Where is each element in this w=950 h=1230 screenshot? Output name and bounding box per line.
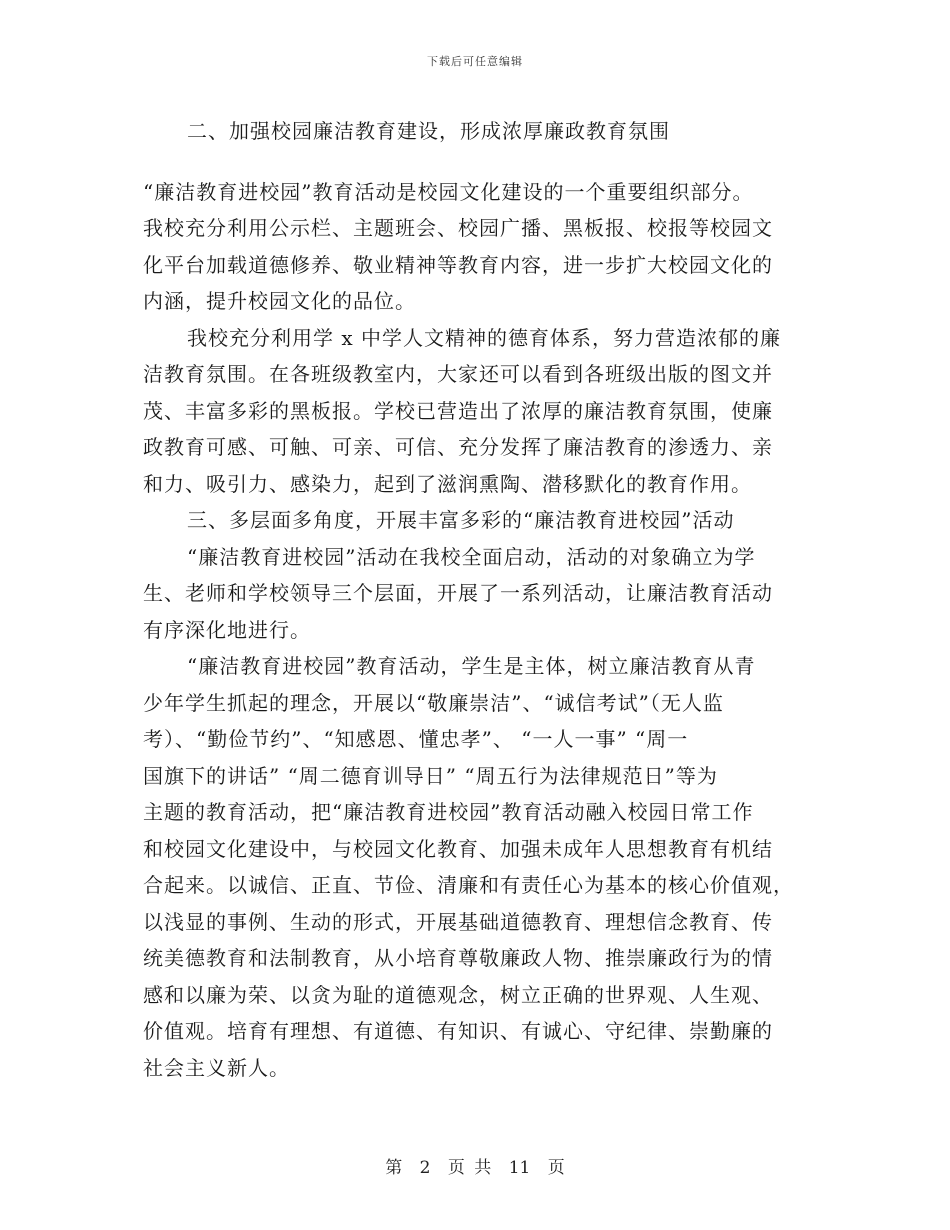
text-line: 茂、丰富多彩的黑板报。学校已营造出了浓厚的廉洁教育氛围，使廉	[143, 398, 773, 423]
text-line: 政教育可感、可触、可亲、可信、充分发挥了廉洁教育的渗透力、亲	[143, 435, 773, 459]
page-footer	[0, 1153, 950, 1178]
text-line: “廉洁教育进校园”教育活动，学生是主体，树立廉洁教育从青	[187, 654, 756, 678]
text-line: 和校园文化建设中，与校园文化教育、加强未成年人思想教育有机结	[143, 836, 773, 861]
section-heading-2: 二、加强校园廉洁教育建设，形成浓厚廉政教育氛围	[187, 119, 670, 143]
text-line: 感和以廉为荣、以贪为耻的道德观念，树立正确的世界观、人生观、	[143, 982, 773, 1007]
footer-prefix: 第	[385, 1158, 403, 1178]
text-line: 国旗下的讲话” “周二德育训导日” “周五行为法律规范日”等为	[143, 763, 718, 788]
text-line: 以浅显的事例、生动的形式，开展基础道德教育、理想信念教育、传	[143, 909, 773, 934]
text-line: 我校充分利用公示栏、主题班会、校园广播、黑板报、校报等校园文	[143, 216, 773, 240]
text-line: 内涵，提升校园文化的品位。	[143, 289, 416, 313]
text-line: 统美德教育和法制教育，从小培育尊敬廉政人物、推崇廉政行为的情	[143, 946, 773, 970]
text-line: 少年学生抓起的理念，开展以“敬廉崇洁”、“诚信考试”（无人监	[143, 690, 724, 715]
footer-suffix: 页	[547, 1158, 565, 1178]
text-line: 我校充分利用学 x 中学人文精神的德育体系，努力营造浓郁的廉	[187, 325, 781, 350]
text-line: 主题的教育活动，把“廉洁教育进校园”教育活动融入校园日常工作	[143, 800, 754, 824]
text-line: 合起来。以诚信、正直、节俭、清廉和有责任心为基本的核心价值观，	[143, 873, 794, 897]
section-heading-3: 三、多层面多角度，开展丰富多彩的“廉洁教育进校园”活动	[187, 508, 735, 532]
text-line: 有序深化地进行。	[143, 617, 311, 642]
text-line: 洁教育氛围。在各班级教室内，大家还可以看到各班级出版的图文并	[143, 362, 773, 386]
page-header-note: 下载后可任意编辑	[427, 55, 523, 68]
text-line: 价值观。培育有理想、有道德、有知识、有诚心、守纪律、崇勤廉的	[143, 1019, 773, 1043]
text-line: 和力、吸引力、感染力，起到了滋润熏陶、潜移默化的教育作用。	[143, 471, 752, 496]
text-line: 生、老师和学校领导三个层面，开展了一系列活动，让廉洁教育活动	[143, 581, 773, 605]
footer-total-pages: 11	[508, 1158, 531, 1178]
text-line: “廉洁教育进校园”活动在我校全面启动，活动的对象确立为学	[187, 544, 756, 569]
footer-page-number: 2	[419, 1158, 431, 1178]
text-line: 考）、“勤俭节约”、“知感恩、懂忠孝”、 “一人一事” “周一	[143, 727, 689, 751]
footer-middle: 页 共	[447, 1158, 492, 1178]
text-line: 社会主义新人。	[143, 1055, 290, 1080]
text-line: “廉洁教育进校园”教育活动是校园文化建设的一个重要组织部分。	[143, 179, 754, 204]
document-body	[143, 113, 807, 1086]
text-line: 化平台加载道德修养、敬业精神等教育内容，进一步扩大校园文化的	[143, 252, 773, 277]
